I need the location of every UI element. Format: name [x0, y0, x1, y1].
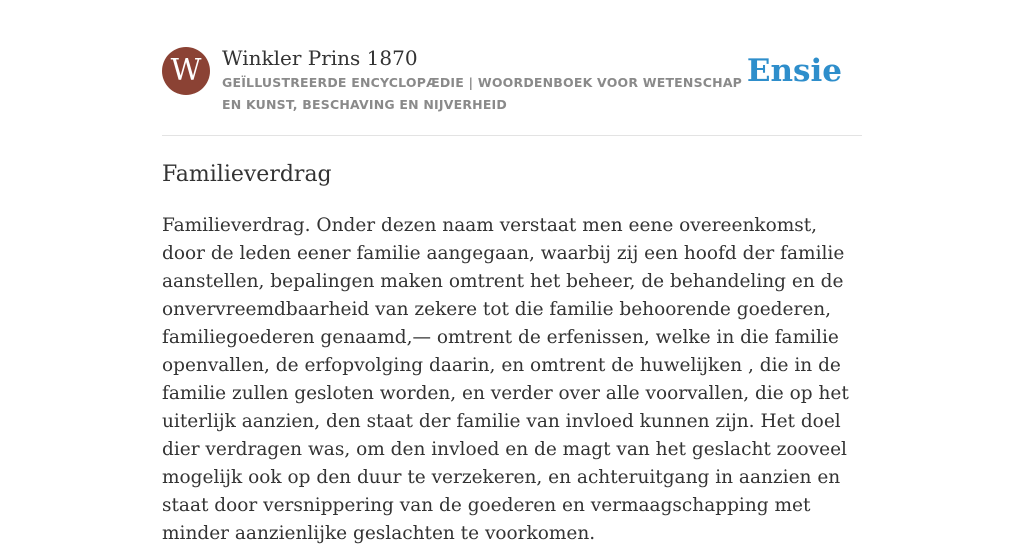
entry-body: Familieverdrag. Onder dezen naam verstaat men eene overeenkomst, door de leden eener familie aangegaan, waarbij zij een hoofd der familie aanstellen, bepalingen maken omtrent het beheer, de behandeling en de onvervreemdbaarheid van zekere tot die familie behoorende goederen, familiegoederen genaamd,— omtrent de erfenissen, welke in die familie openvallen, de erfopvolging daarin, en omtrent de huwelijken , die in de familie zullen gesloten worden, en verder over alle voorvallen, die op het uiterlijk aanzien, den staat der familie van invloed kunnen zijn. Het doel dier verdragen was, om den invloed en de magt van het geslacht zooveel mogelijk ook op den duur te verzekeren, en achteruitgang in aanzien en staat door versnippering van de goederen en vermaagschapping met minder aanzienlijke geslachten te voorkomen.: [162, 215, 849, 544]
source-title[interactable]: Winkler Prins 1870: [222, 46, 418, 70]
entry-title: Familieverdrag: [162, 162, 332, 187]
source-subtitle: GEÏLLUSTREERDE ENCYCLOPÆDIE | WOORDENBOEK VOOR WETENSCHAP EN KUNST, BESCHAVING EN NIJVERHEID: [222, 75, 743, 112]
source-header: [162, 46, 862, 136]
header-divider: [162, 135, 862, 136]
ensie-logo[interactable]: Ensie: [746, 53, 842, 89]
source-avatar[interactable]: W: [162, 47, 210, 95]
